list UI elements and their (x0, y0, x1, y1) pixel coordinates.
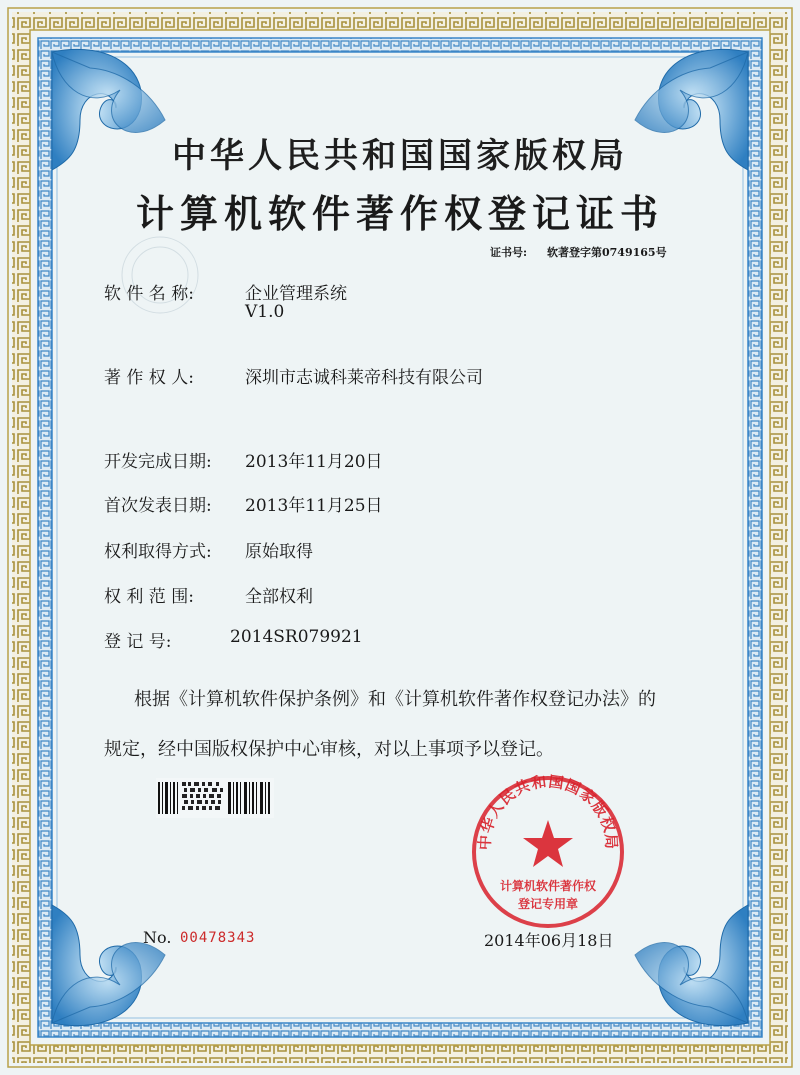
copyright-holder-label: 著 作 权 人: (104, 368, 194, 388)
certificate-number-value: 软著登字第0749165号 (547, 246, 667, 259)
copyright-holder-value: 深圳市志诚科莱帝科技有限公司 (245, 368, 483, 388)
issue-date: 2014年06月18日 (484, 931, 614, 950)
issuing-authority: 中华人民共和国国家版权局 (172, 136, 628, 176)
completion-date-value: 2013年11月20日 (245, 452, 383, 472)
rights-scope-value: 全部权利 (245, 587, 313, 607)
official-seal (468, 772, 628, 932)
rights-scope-label: 权 利 范 围: (104, 587, 194, 607)
acquisition-method-value: 原始取得 (245, 542, 313, 562)
acquisition-method-label: 权利取得方式: (104, 542, 212, 562)
svg-text:计算机软件著作权: 计算机软件著作权 (499, 879, 597, 893)
serial-number-label: No. (143, 928, 172, 947)
seal-star-icon (523, 820, 573, 867)
completion-date-label: 开发完成日期: (104, 452, 212, 472)
software-version: V1.0 (245, 302, 285, 322)
statement-line-1: 根据《计算机软件保护条例》和《计算机软件著作权登记办法》的 (134, 689, 656, 710)
registration-number-label: 登 记 号: (104, 632, 172, 652)
svg-text:中华人民共和国国家版权局: 中华人民共和国国家版权局 (475, 772, 621, 851)
certificate-title: 计算机软件著作权登记证书 (135, 191, 664, 236)
certificate-number-label: 证书号: (490, 246, 528, 259)
software-name-label: 软 件 名 称: (104, 284, 194, 304)
publication-date-label: 首次发表日期: (104, 496, 212, 516)
publication-date-value: 2013年11月25日 (245, 496, 383, 516)
svg-text:登记专用章: 登记专用章 (517, 897, 579, 911)
serial-number-value: 00478343 (180, 930, 256, 946)
software-name-value: 企业管理系统 (245, 284, 347, 304)
barcode (156, 778, 274, 818)
statement-line-2: 规定，经中国版权保护中心审核，对以上事项予以登记。 (104, 739, 554, 760)
registration-number-value: 2014SR079921 (230, 627, 363, 647)
